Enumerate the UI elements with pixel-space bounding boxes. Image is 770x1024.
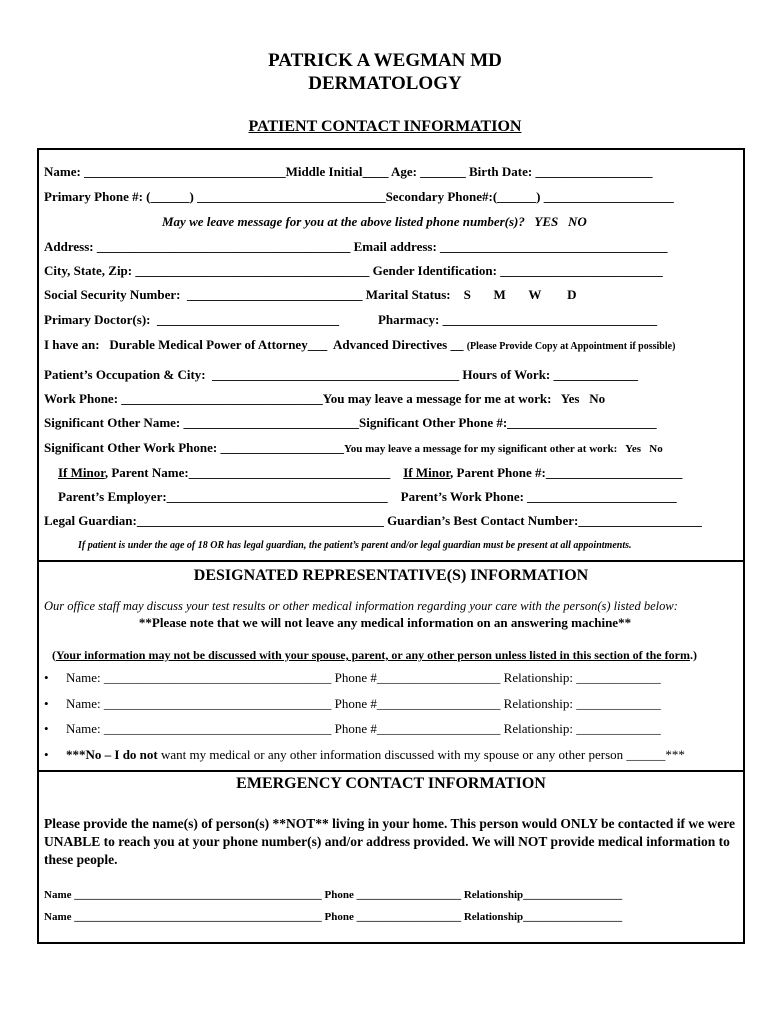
emergency-contact-1[interactable]: Name _____________________________________________ Phone ___________________ Relationship__________________ bbox=[44, 889, 623, 901]
parent-employer-line[interactable]: Parent’s Employer:__________________________________ Parent’s Work Phone: _______________________ bbox=[58, 489, 677, 504]
significant-other-line[interactable]: Significant Other Name: ___________________________Significant Other Phone #:_______________________ bbox=[44, 415, 657, 430]
guardian-note: If patient is under the age of 18 OR has legal guardian, the patient’s parent and/or legal guardian must be present at all appointments. bbox=[78, 540, 632, 551]
name-line[interactable]: Name: _______________________________Middle Initial____ Age: _______ Birth Date: __________________ bbox=[44, 164, 653, 179]
bullet-icon: • bbox=[44, 670, 49, 685]
answering-machine-note: **Please note that we will not leave any medical information on an answering machine** bbox=[138, 615, 632, 630]
occupation-line[interactable]: Patient’s Occupation & City: ______________________________________ Hours of Work: _____________ bbox=[44, 367, 639, 382]
directives-note: (Please Provide Copy at Appointment if possible) bbox=[466, 341, 676, 352]
rep-row-3[interactable]: • Name: ___________________________________ Phone #___________________ Relationship: _____________ bbox=[44, 721, 661, 736]
representative-intro: Our office staff may discuss your test results or other medical information regarding your care with the person(s) listed below: bbox=[44, 599, 678, 613]
minor-label-1: If Minor bbox=[58, 465, 105, 480]
representative-box bbox=[37, 562, 745, 772]
directives-line[interactable] bbox=[44, 337, 675, 355]
so-work-phone: Significant Other Work Phone: ___________________ bbox=[44, 440, 344, 455]
emergency-instructions: Please provide the name(s) of person(s) **NOT** living in your home. This person would ONLY be contacted if we were UNABLE to reach you at your phone number(s) and/or address provided. We will NOT provide medical information to these people. bbox=[44, 816, 736, 867]
significant-other-work-line[interactable] bbox=[44, 440, 663, 457]
bullet-icon: • bbox=[44, 747, 49, 762]
minor-parent-line[interactable] bbox=[58, 465, 682, 481]
ssn-marital-line[interactable]: Social Security Number: ___________________________ Marital Status: S M W D bbox=[44, 287, 577, 302]
form-title: PATIENT CONTACT INFORMATION bbox=[248, 118, 522, 135]
practice-name: PATRICK A WEGMAN MD bbox=[268, 50, 502, 71]
city-state-zip-line[interactable]: City, State, Zip: ____________________________________ Gender Identification: _________________________ bbox=[44, 263, 663, 278]
message-permission-question[interactable]: May we leave message for you at the above listed phone number(s)? YES NO bbox=[162, 214, 587, 229]
emergency-title: EMERGENCY CONTACT INFORMATION bbox=[236, 775, 546, 792]
minor-label-2: If Minor bbox=[403, 465, 451, 480]
representative-title: DESIGNATED REPRESENTATIVE(S) INFORMATION bbox=[193, 567, 589, 584]
bullet-icon: • bbox=[44, 721, 49, 736]
minor-parent-name: , Parent Name:_______________________________ bbox=[104, 465, 394, 480]
minor-parent-phone: , Parent Phone #:_____________________ bbox=[450, 465, 683, 480]
legal-guardian-line[interactable]: Legal Guardian:______________________________________ Guardian’s Best Contact Number:___________________ bbox=[44, 513, 702, 528]
emergency-contact-2[interactable]: Name _____________________________________________ Phone ___________________ Relationship__________________ bbox=[44, 911, 623, 923]
bullet-icon: • bbox=[44, 696, 49, 711]
disclaimer-text: Your information may not be discussed with your spouse, parent, or any other person unless listed in this section of the form bbox=[56, 648, 690, 662]
rep-row-1[interactable]: • Name: ___________________________________ Phone #___________________ Relationship: _____________ bbox=[44, 670, 661, 685]
no-consent-row[interactable]: • ***No – I do not want my medical or any other information discussed with my spouse or any other person ______*** bbox=[44, 747, 685, 762]
address-line[interactable]: Address: _______________________________________ Email address: ___________________________________ bbox=[44, 239, 668, 254]
doctor-pharmacy-line[interactable]: Primary Doctor(s): ____________________________ Pharmacy: _________________________________ bbox=[44, 312, 658, 327]
rep-row-2[interactable]: • Name: ___________________________________ Phone #___________________ Relationship: _____________ bbox=[44, 696, 661, 711]
disclaimer: (Your information may not be discussed with your spouse, parent, or any other person unless listed in this section of the form.) bbox=[52, 648, 697, 662]
so-work-note: You may leave a message for my significant other at work: Yes No bbox=[343, 443, 663, 455]
work-phone-line[interactable]: Work Phone: _______________________________You may leave a message for me at work: Yes No bbox=[44, 391, 606, 406]
specialty: DERMATOLOGY bbox=[308, 73, 462, 94]
directives-main: I have an: Durable Medical Power of Attorney___ Advanced Directives __ bbox=[44, 337, 467, 352]
phone-line[interactable]: Primary Phone #: (______) _____________________________Secondary Phone#:(______) ____________________ bbox=[44, 189, 674, 204]
